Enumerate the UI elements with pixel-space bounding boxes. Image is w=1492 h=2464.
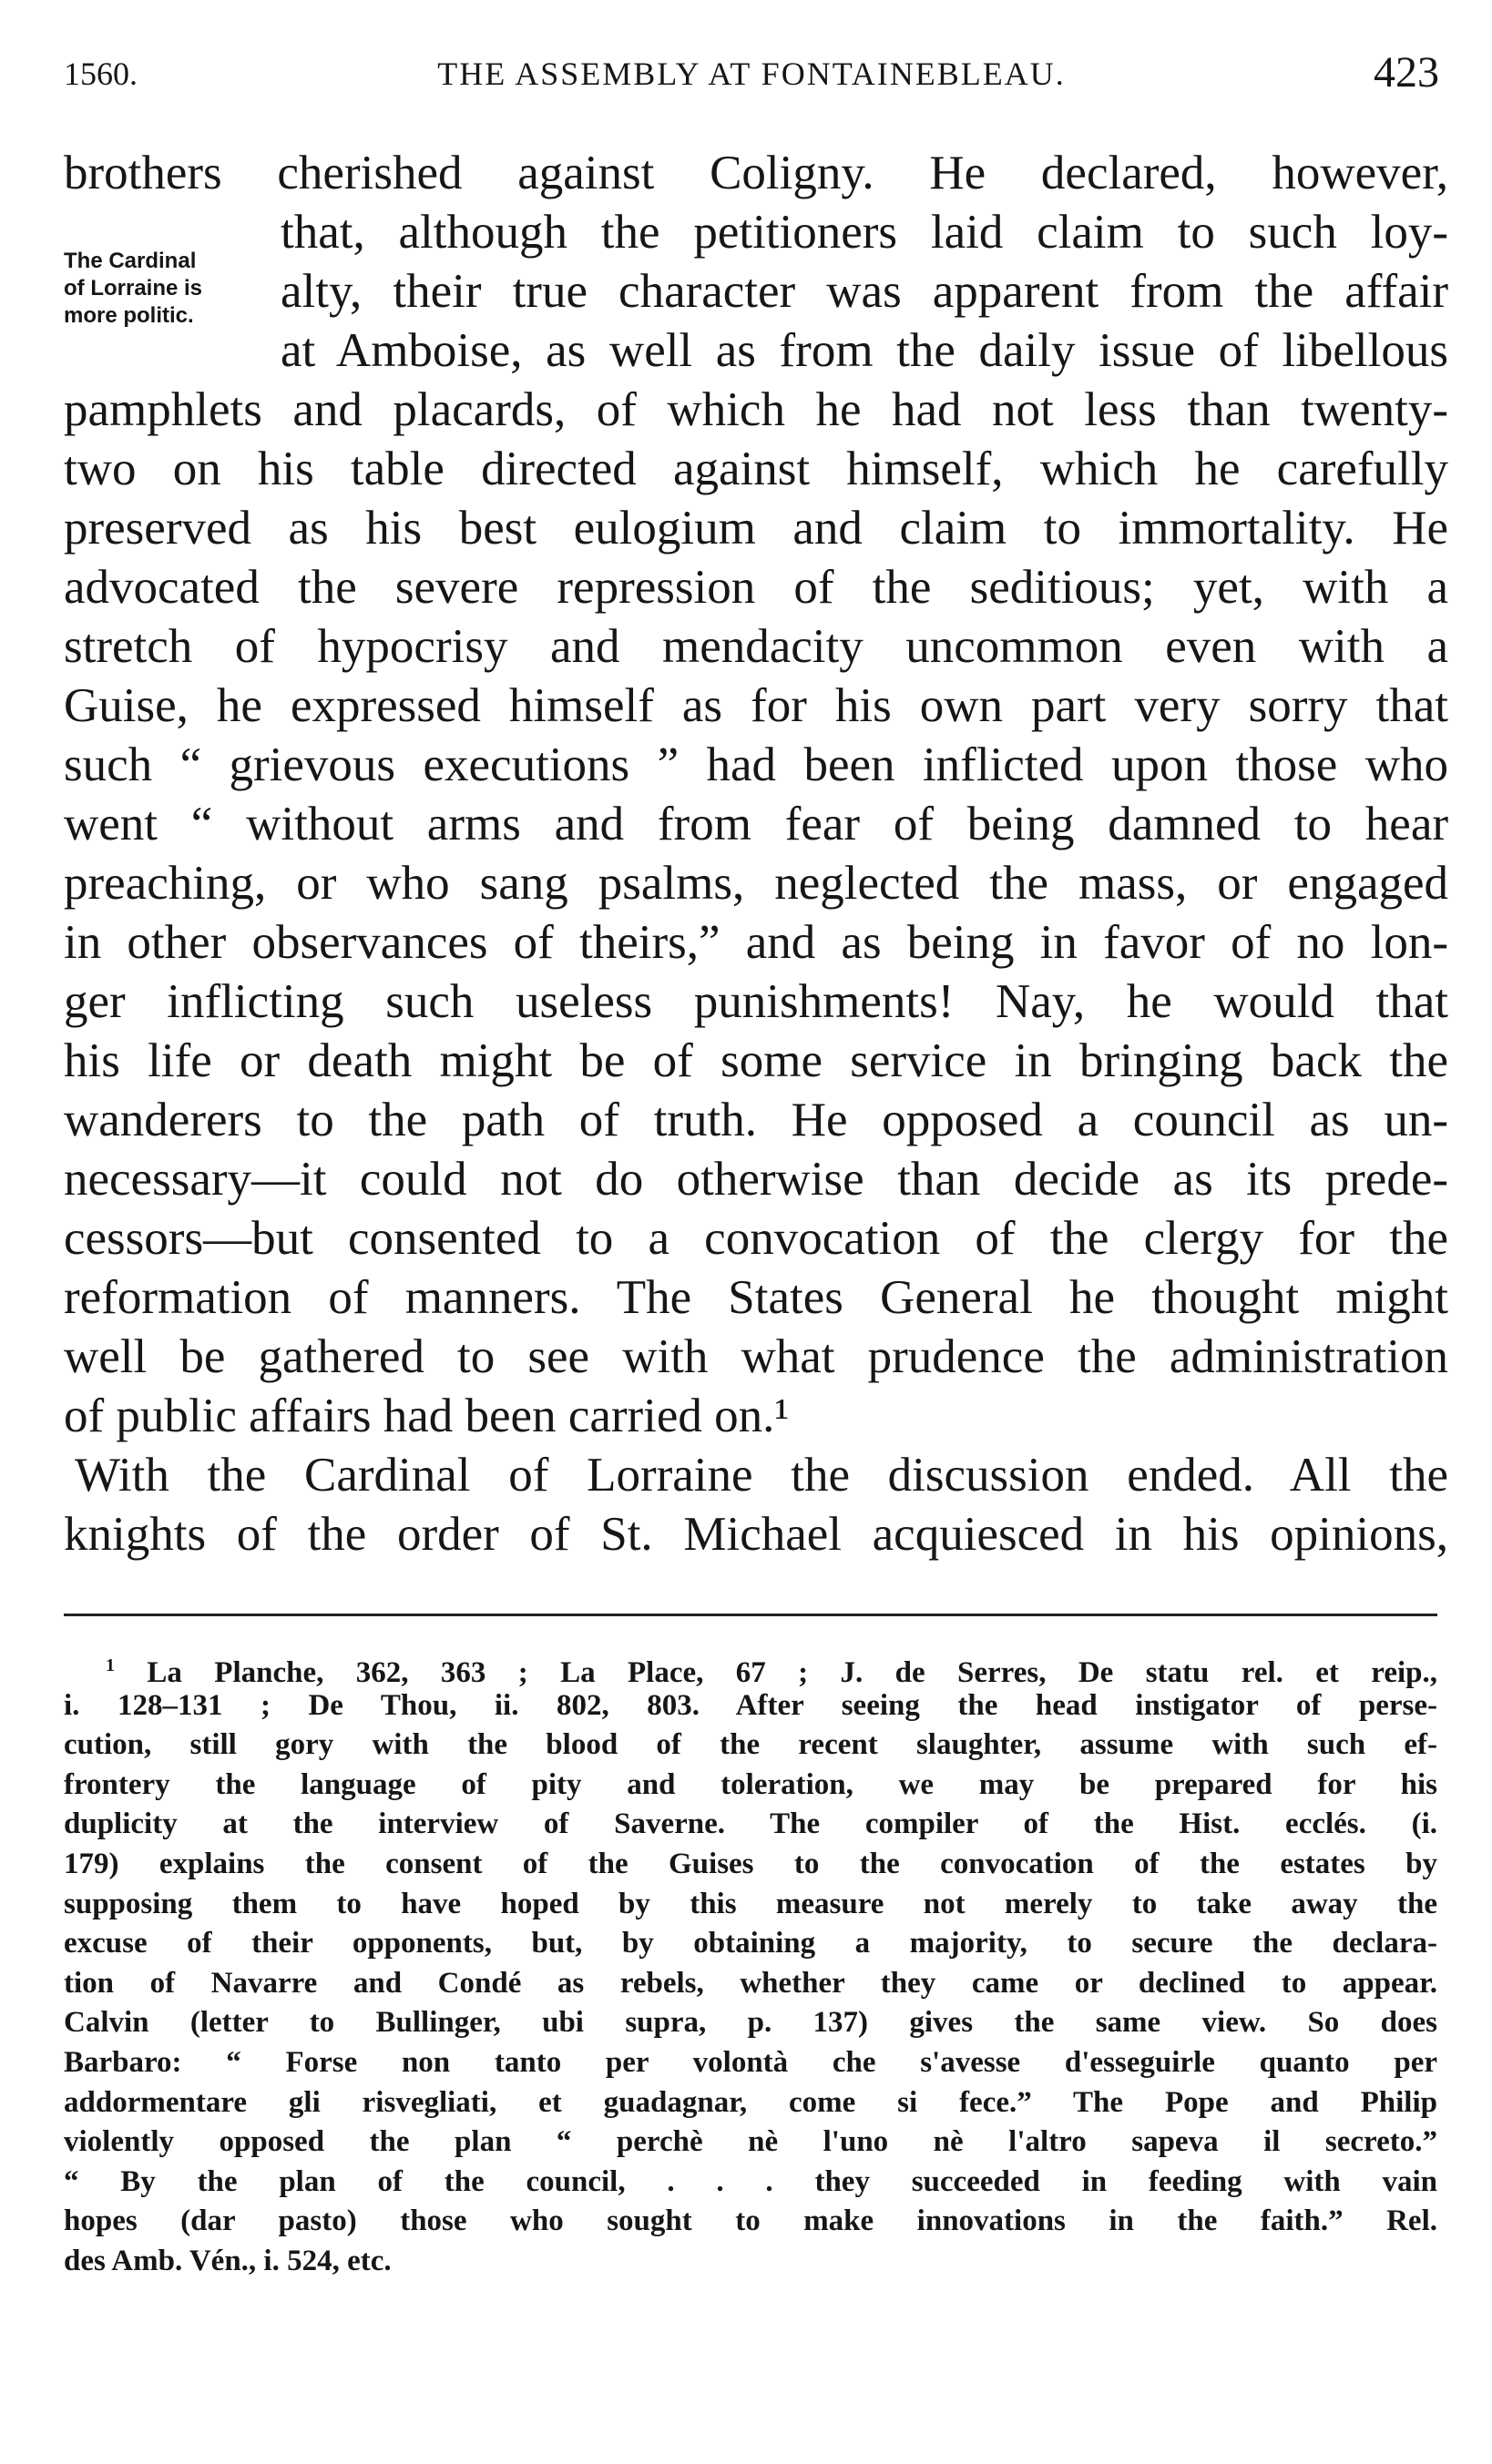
footnote-line: i. 128–131 ; De Thou, ii. 802, 803. After seeing the head instigator of perse- xyxy=(64,1688,1437,1722)
text-line: ger inflicting such useless punishments! Nay, he would that xyxy=(64,975,1448,1028)
footnote xyxy=(64,1646,1437,2282)
page-number: 423 xyxy=(1374,48,1439,97)
margin-note-line: more politic. xyxy=(64,303,194,328)
footnote-line: frontery the language of pity and toleration, we may be prepared for his xyxy=(64,1767,1437,1801)
footnote-line: supposing them to have hoped by this measure not merely to take away the xyxy=(64,1887,1437,1920)
text-line: pamphlets and placards, of which he had not less than twenty- xyxy=(64,383,1448,436)
text-line: brothers cherished against Coligny. He declared, however, xyxy=(64,147,1448,199)
running-title: THE ASSEMBLY AT FONTAINEBLEAU. xyxy=(437,56,1066,92)
text-line: cessors—but consented to a convocation of the clergy for the xyxy=(64,1212,1448,1265)
footnote-line: violently opposed the plan “ perchè nè l'uno nè l'altro sapeva il secreto.” xyxy=(64,2125,1437,2159)
footnote-line: des Amb. Vén., i. 524, etc. xyxy=(64,2244,392,2277)
footnote-marker: 1 xyxy=(106,1655,115,1675)
text-line: necessary—it could not do otherwise than decide as its prede- xyxy=(64,1153,1448,1206)
footnote-line: tion of Navarre and Condé as rebels, whether they came or declined to appear. xyxy=(64,1966,1437,2000)
text-line: went “ without arms and from fear of being damned to hear xyxy=(64,798,1448,850)
text-line: of public affairs had been carried on.¹ xyxy=(64,1390,790,1442)
footnote-line: cution, still gory with the blood of the recent slaughter, assume with such ef- xyxy=(64,1728,1437,1762)
footnote-line: “ By the plan of the council, . . . they succeeded in feeding with vain xyxy=(64,2164,1437,2198)
footnote-line: Barbaro: “ Forse non tanto per volontà che s'avesse d'esseguirle quanto per xyxy=(64,2045,1437,2079)
text-line: reformation of manners. The States General he thought might xyxy=(64,1271,1448,1324)
text-line: Guise, he expressed himself as for his own part very sorry that xyxy=(64,679,1448,732)
margin-note-line: of Lorraine is xyxy=(64,276,203,300)
footnote-divider xyxy=(64,1614,1437,1616)
footnote-line: duplicity at the interview of Saverne. The compiler of the Hist. ecclés. (i. xyxy=(64,1807,1437,1841)
footnote-line: excuse of their opponents, but, by obtaining a majority, to secure the declara- xyxy=(64,1927,1437,1960)
footnote-line xyxy=(64,1646,1438,1689)
text-line: With the Cardinal of Lorraine the discussion ended. All the xyxy=(75,1449,1448,1502)
text-line: in other observances of theirs,” and as being in favor of no lon- xyxy=(64,916,1448,969)
text-line: knights of the order of St. Michael acquiesced in his opinions, xyxy=(64,1508,1448,1561)
header-year: 1560. xyxy=(64,56,138,92)
text-line: his life or death might be of some service in bringing back the xyxy=(64,1034,1448,1087)
text-line: that, although the petitioners laid claim to such loy- xyxy=(281,206,1448,259)
text-line: preserved as his best eulogium and claim to immortality. He xyxy=(64,502,1448,555)
footnote-line: hopes (dar pasto) those who sought to make innovations in the faith.” Rel. xyxy=(64,2204,1437,2238)
footnote-line: addormentare gli risvegliati, et guadagnar, come si fece.” The Pope and Philip xyxy=(64,2085,1437,2119)
text-line: stretch of hypocrisy and mendacity uncommon even with a xyxy=(64,620,1448,673)
text-line: well be gathered to see with what prudence the administration xyxy=(64,1330,1448,1383)
text-line: at Amboise, as well as from the daily issue of libellous xyxy=(281,324,1448,377)
footnote-line: 179) explains the consent of the Guises to the convocation of the estates by xyxy=(64,1847,1437,1880)
footnote-text: La Planche, 362, 363 ; La Place, 67 ; J. de Serres, De statu rel. et reip., xyxy=(147,1656,1438,1689)
text-line: two on his table directed against himself, which he carefully xyxy=(64,443,1448,495)
main-text xyxy=(64,144,1448,1564)
page-header xyxy=(64,47,1439,111)
margin-note-line: The Cardinal xyxy=(64,249,197,273)
text-line: alty, their true character was apparent from the affair xyxy=(281,265,1448,318)
text-line: advocated the severe repression of the seditious; yet, with a xyxy=(64,561,1448,614)
text-line: preaching, or who sang psalms, neglected the mass, or engaged xyxy=(64,857,1448,910)
text-line: such “ grievous executions ” had been inflicted upon those who xyxy=(64,738,1448,791)
footnote-line: Calvin (letter to Bullinger, ubi supra, p. 137) gives the same view. So does xyxy=(64,2006,1437,2040)
text-line: wanderers to the path of truth. He opposed a council as un- xyxy=(64,1094,1448,1146)
